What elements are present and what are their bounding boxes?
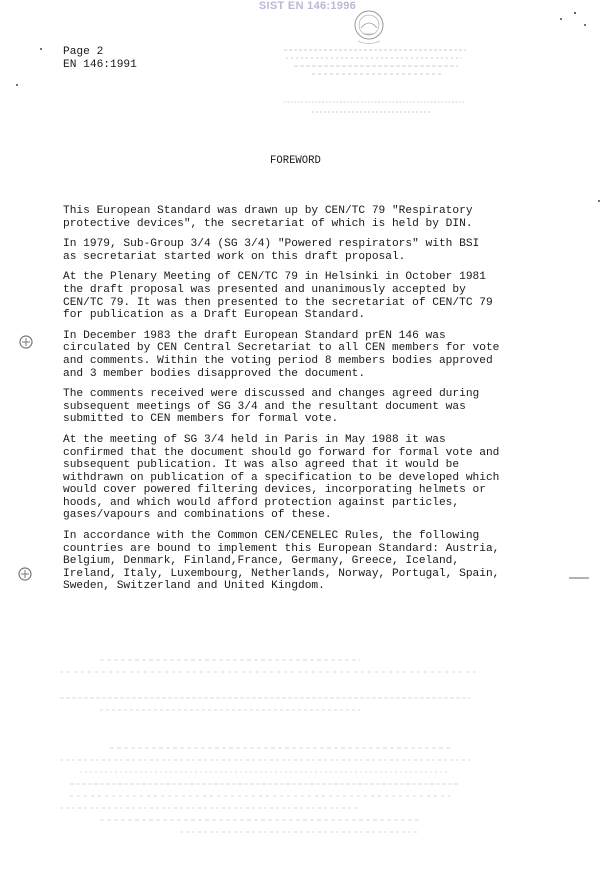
speck <box>584 24 586 26</box>
section-title: FOREWORD <box>270 155 321 167</box>
scan-mark-icon <box>17 566 33 582</box>
standard-number: EN 146:1991 <box>63 59 137 71</box>
page-header <box>63 46 137 72</box>
paragraph: This European Standard was drawn up by CEN/TC 79 "Respiratory protective devices", the secretariat of which is held by DIN. <box>63 205 473 230</box>
faint-stamp-icon <box>282 44 468 122</box>
speck <box>560 18 562 20</box>
speck <box>574 12 576 14</box>
paragraph: The comments received were discussed and changes agreed during subsequent meetings of SG 3/4 and the resultant document was submitted to CEN members for formal vote. <box>63 388 480 426</box>
margin-dash-icon <box>568 575 590 581</box>
watermark: SIST EN 146:1996 <box>258 0 357 12</box>
scan-mark-icon <box>18 334 34 350</box>
circular-seal-icon <box>352 8 386 46</box>
foreword-body <box>63 205 563 601</box>
speck <box>40 48 42 50</box>
paragraph: In December 1983 the draft European Standard prEN 146 was circulated by CEN Central Secretariat to all CEN members for vote and comments. Within the voting period 8 members bodies approved and 3 member bodies disapproved the document. <box>63 329 500 380</box>
paragraph: In accordance with the Common CEN/CENELEC Rules, the following countries are bound to implement this European Standard: Austria, Belgium, Denmark, Finland,France, Germany, Greece, Iceland, Ireland, Italy, Luxembourg, Netherlands, Norway, Portugal, Spain, Sweden, Switzerland and United Kingdom. <box>63 530 500 593</box>
paragraph: At the Plenary Meeting of CEN/TC 79 in Helsinki in October 1981 the draft proposal was presented and unanimously accepted by CEN/TC 79. It was then presented to the secretariat of CEN/TC 79 for publication as a Draft European Standard. <box>63 271 493 322</box>
speck <box>16 84 18 86</box>
page-number: Page 2 <box>63 46 104 58</box>
paragraph: At the meeting of SG 3/4 held in Paris in May 1988 it was confirmed that the document should go forward for formal vote and subsequent publication. It was also agreed that it would be withdrawn on publication of a specification to be developed which would cover powered filtering devices, incorporating helmets or hoods, and which would afford protection against particles, gases/vapours and combinations of these. <box>63 433 500 522</box>
speck <box>598 200 600 202</box>
paragraph: In 1979, Sub-Group 3/4 (SG 3/4) "Powered respirators" with BSI as secretariat started work on this draft proposal. <box>63 238 480 263</box>
bleed-through-text <box>60 650 560 850</box>
